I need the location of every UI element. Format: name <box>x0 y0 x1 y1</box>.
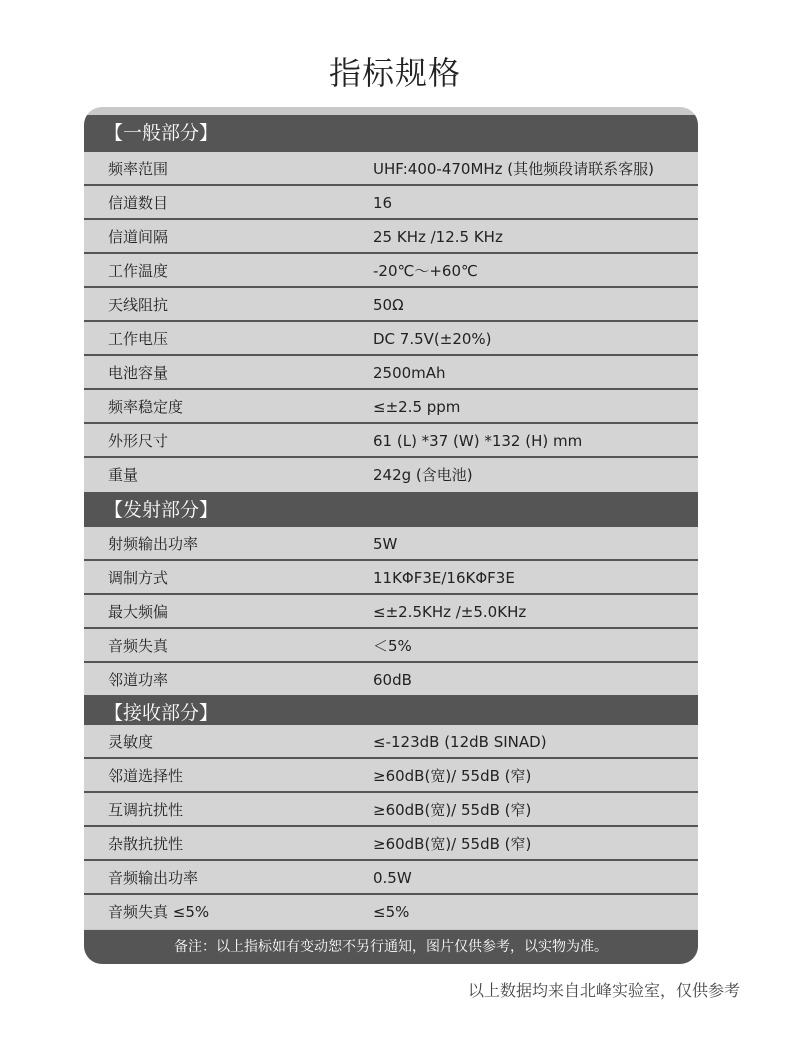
row-label: 信道间隔 <box>108 228 169 246</box>
row-label: 音频失真 ≤5% <box>108 903 210 921</box>
row-value: ≥60dB(宽)/ 55dB (窄) <box>373 801 532 819</box>
row-label: 灵敏度 <box>108 733 154 751</box>
table-row <box>84 561 698 595</box>
table-row <box>84 220 698 254</box>
row-value: 242g (含电池) <box>373 466 473 484</box>
table-row <box>84 356 698 390</box>
row-value: 60dB <box>373 671 412 689</box>
row-value: 50Ω <box>373 296 404 314</box>
row-value: 25 KHz /12.5 KHz <box>373 228 503 246</box>
table-row <box>84 322 698 356</box>
table-row <box>84 725 698 759</box>
row-label: 杂散抗扰性 <box>108 835 184 853</box>
source-note: 以上数据均来自北峰实验室，仅供参考 <box>467 981 740 1000</box>
row-label: 最大频偏 <box>108 603 169 621</box>
row-value: ≥60dB(宽)/ 55dB (窄) <box>373 767 532 785</box>
footnote: 备注：以上指标如有变动恕不另行通知，图片仅供参考，以实物为准。 <box>84 930 698 964</box>
section-header-transmit: 【发射部分】 <box>84 492 698 529</box>
row-label: 射频输出功率 <box>108 535 199 553</box>
table-row <box>84 663 698 697</box>
row-label: 外形尺寸 <box>108 432 169 450</box>
row-label: 频率稳定度 <box>108 398 184 416</box>
table-row <box>84 152 698 186</box>
table-row <box>84 595 698 629</box>
table-row <box>84 458 698 492</box>
row-value: 0.5W <box>373 869 412 887</box>
row-value: 2500mAh <box>373 364 446 382</box>
row-value: ≤±2.5 ppm <box>373 398 461 416</box>
row-value: -20℃～+60℃ <box>373 262 478 280</box>
row-label: 邻道功率 <box>108 671 169 689</box>
row-value: UHF:400-470MHz (其他频段请联系客服) <box>373 160 655 178</box>
row-label: 重量 <box>108 466 139 484</box>
row-value: 16 <box>373 194 393 212</box>
table-row <box>84 827 698 861</box>
page-title: 指标规格 <box>328 54 461 92</box>
table-row <box>84 527 698 561</box>
table-row <box>84 793 698 827</box>
table-row <box>84 424 698 458</box>
row-label: 信道数目 <box>108 194 169 212</box>
row-label: 邻道选择性 <box>108 767 184 785</box>
row-label: 调制方式 <box>108 569 169 587</box>
spec-table <box>84 107 698 964</box>
table-row <box>84 629 698 663</box>
row-value: ＜5% <box>373 637 412 655</box>
table-row <box>84 254 698 288</box>
row-label: 工作电压 <box>108 330 169 348</box>
row-value: ≤5% <box>373 903 410 921</box>
section-header-general: 【一般部分】 <box>84 115 698 152</box>
row-value: ≤±2.5KHz /±5.0KHz <box>373 603 527 621</box>
section-header-receive: 【接收部分】 <box>84 695 698 732</box>
row-label: 电池容量 <box>108 364 169 382</box>
table-row <box>84 861 698 895</box>
row-label: 天线阻抗 <box>108 296 169 314</box>
table-row <box>84 759 698 793</box>
table-row <box>84 186 698 220</box>
row-label: 工作温度 <box>108 262 169 280</box>
table-row <box>84 288 698 322</box>
row-value: ≤-123dB (12dB SINAD) <box>373 733 547 751</box>
row-label: 音频输出功率 <box>108 869 199 887</box>
row-value: DC 7.5V(±20%) <box>373 330 492 348</box>
table-row <box>84 895 698 929</box>
row-label: 频率范围 <box>108 160 169 178</box>
table-row <box>84 390 698 424</box>
row-value: 61 (L) *37 (W) *132 (H) mm <box>373 432 583 450</box>
row-value: 5W <box>373 535 398 553</box>
row-value: ≥60dB(宽)/ 55dB (窄) <box>373 835 532 853</box>
row-label: 音频失真 <box>108 637 169 655</box>
row-label: 互调抗扰性 <box>108 801 184 819</box>
row-value: 11KΦF3E/16KΦF3E <box>373 569 515 587</box>
